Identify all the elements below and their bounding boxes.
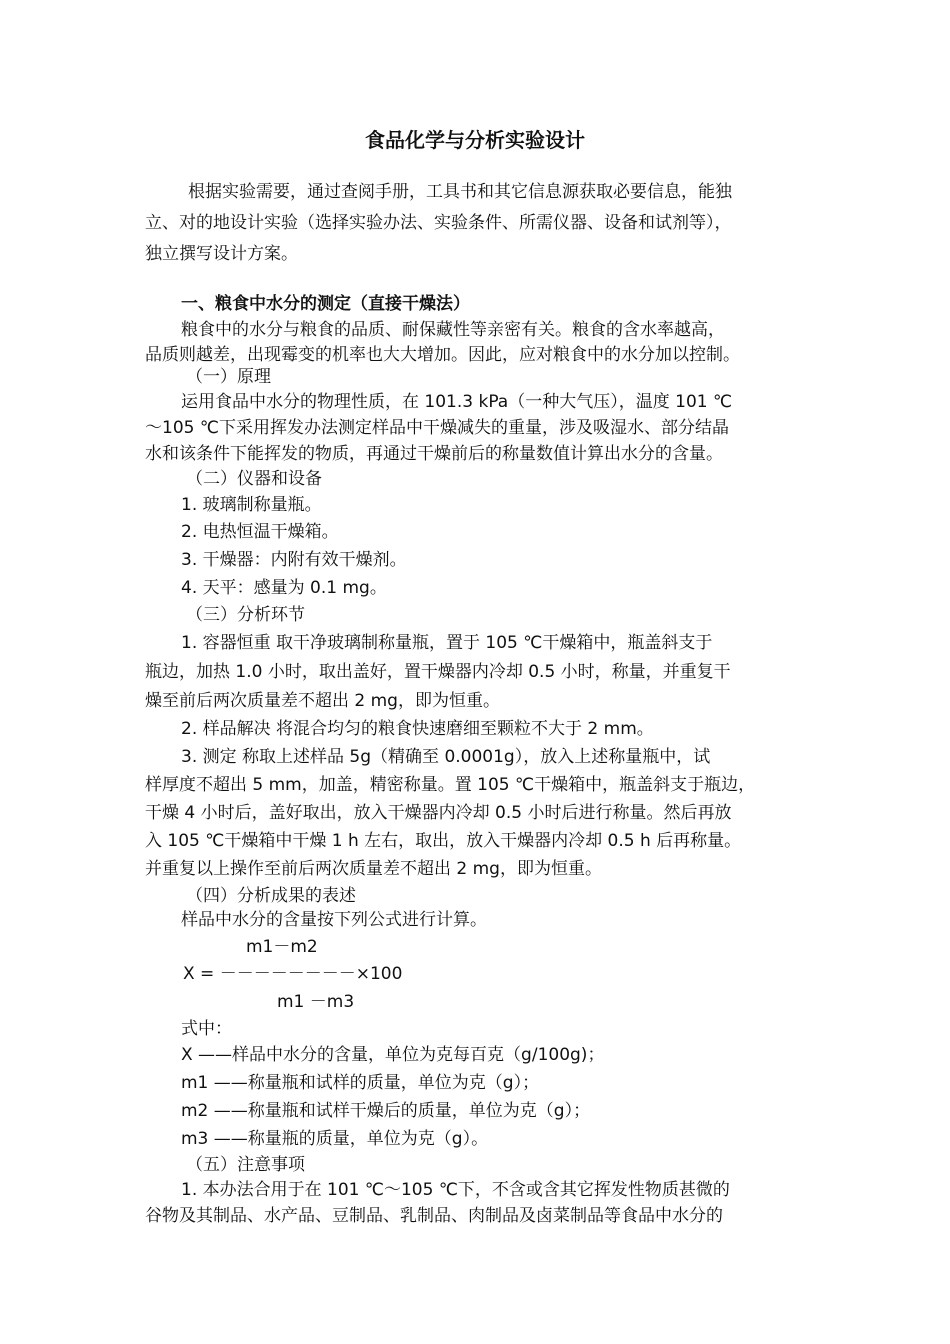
formula-main: X = －－－－－－－－×100	[183, 964, 403, 984]
principle-line-3: 水和该条件下能挥发的物质，再通过干燥前后的称量数值计算出水分的含量。	[145, 444, 723, 464]
intro-line-3: 独立撰写设计方案。	[145, 244, 298, 264]
steps-line-2: 瓶边，加热 1.0 小时，取出盖好，置干燥器内冷却 0.5 小时，称量，并重复干	[145, 662, 731, 682]
where-item-4: m3 ——称量瓶的质量，单位为克（g）。	[181, 1129, 489, 1149]
steps-line-4: 2. 样品解决 将混合均匀的粮食快速磨细至颗粒不大于 2 mm。	[181, 719, 654, 739]
equipment-item-3: 3. 干燥器：内附有效干燥剂。	[181, 550, 407, 570]
equipment-item-2: 2. 电热恒温干燥箱。	[181, 522, 339, 542]
formula-numerator: m1－m2	[246, 937, 318, 957]
steps-line-6: 样厚度不超出 5 mm，加盖，精密称量。置 105 ℃干燥箱中，瓶盖斜支于瓶边，	[145, 775, 756, 795]
section-heading: 一、粮食中水分的测定（直接干燥法）	[181, 294, 470, 314]
equipment-item-1: 1. 玻璃制称量瓶。	[181, 495, 322, 515]
notes-line-2: 谷物及其制品、水产品、豆制品、乳制品、肉制品及卤菜制品等食品中水分的	[145, 1206, 723, 1226]
equipment-heading: （二）仪器和设备	[186, 469, 322, 489]
intro-line-1: 根据实验需要，通过查阅手册，工具书和其它信息源获取必要信息，能独	[188, 182, 732, 202]
steps-heading: （三）分析环节	[186, 605, 305, 625]
where-label: 式中：	[181, 1019, 232, 1039]
results-heading: （四）分析成果的表述	[186, 886, 356, 906]
steps-line-3: 燥至前后两次质量差不超出 2 mg，即为恒重。	[145, 691, 500, 711]
formula-denominator: m1 －m3	[277, 992, 355, 1012]
notes-heading: （五）注意事项	[186, 1155, 305, 1175]
steps-line-5: 3. 测定 称取上述样品 5g（精确至 0.0001g），放入上述称量瓶中，试	[181, 747, 711, 767]
section-para-line-1: 粮食中的水分与粮食的品质、耐保藏性等亲密有关。粮食的含水率越高，	[181, 320, 725, 340]
principle-line-2: ～105 ℃下采用挥发办法测定样品中干燥减失的重量，涉及吸湿水、部分结晶	[145, 418, 729, 438]
equipment-item-4: 4. 天平：感量为 0.1 mg。	[181, 578, 387, 598]
principle-line-1: 运用食品中水分的物理性质，在 101.3 kPa（一种大气压），温度 101 ℃	[181, 392, 733, 412]
where-item-3: m2 ——称量瓶和试样干燥后的质量，单位为克（g）；	[181, 1101, 591, 1121]
intro-line-2: 立、对的地设计实验（选择实验办法、实验条件、所需仪器、设备和试剂等），	[145, 213, 732, 233]
section-para-line-2: 品质则越差，出现霉变的机率也大大增加。因此，应对粮食中的水分加以控制。	[145, 345, 740, 365]
document-title: 食品化学与分析实验设计	[365, 128, 585, 152]
principle-heading: （一）原理	[186, 367, 271, 387]
steps-line-7: 干燥 4 小时后，盖好取出，放入干燥器内冷却 0.5 小时后进行称量。然后再放	[145, 803, 732, 823]
steps-line-1: 1. 容器恒重 取干净玻璃制称量瓶，置于 105 ℃干燥箱中，瓶盖斜支于	[181, 633, 713, 653]
where-item-2: m1 ——称量瓶和试样的质量，单位为克（g）；	[181, 1073, 540, 1093]
steps-line-8: 入 105 ℃干燥箱中干燥 1 h 左右，取出，放入干燥器内冷却 0.5 h 后再称量。	[145, 831, 742, 851]
steps-line-9: 并重复以上操作至前后两次质量差不超出 2 mg，即为恒重。	[145, 859, 602, 879]
where-item-1: X ——样品中水分的含量，单位为克每百克（g/100g)；	[181, 1045, 605, 1065]
results-intro: 样品中水分的含量按下列公式进行计算。	[181, 910, 487, 930]
notes-line-1: 1. 本办法合用于在 101 ℃～105 ℃下，不含或含其它挥发性物质甚微的	[181, 1180, 730, 1200]
